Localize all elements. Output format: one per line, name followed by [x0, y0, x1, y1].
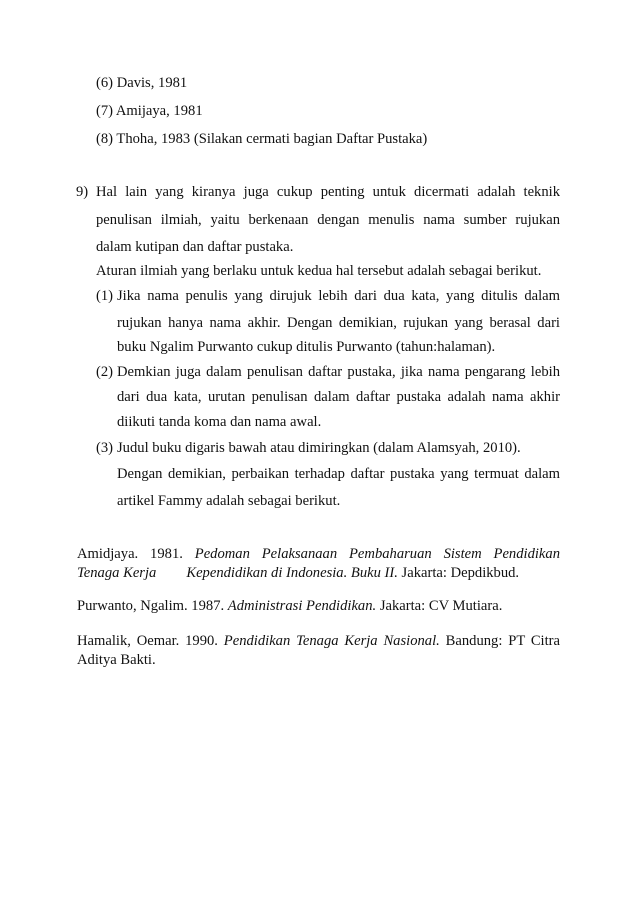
reference-author-year: Hamalik, Oemar. 1990.: [77, 633, 224, 649]
rule-line: rujukan hanya nama akhir. Dengan demikian, rujukan yang berasal dari: [117, 315, 560, 331]
reference-entry-continuation: Aditya Bakti.: [77, 652, 156, 668]
rule-line: Jika nama penulis yang dirujuk lebih dari dua kata, yang ditulis dalam: [117, 288, 560, 304]
paragraph-line: Aturan ilmiah yang berlaku untuk kedua hal tersebut adalah sebagai berikut.: [96, 263, 542, 279]
list-item: [96, 102, 203, 120]
item-number: 9): [76, 184, 89, 200]
reference-author-year: Amidjaya. 1981.: [77, 546, 183, 562]
reference-title: Pedoman Pelaksanaan Pembaharuan Sistem Pendidikan: [194, 546, 560, 562]
reference-entry: [77, 632, 560, 650]
reference-title: Kependidikan di Indonesia. Buku II.: [186, 565, 398, 581]
rule-line: Judul buku digaris bawah atau dimiringkan (dalam Alamsyah, 2010).: [117, 440, 521, 456]
rule-number: (1): [96, 288, 114, 304]
list-item-text: Amijaya, 1981: [115, 103, 203, 119]
reference-entry: [77, 545, 560, 563]
rule-line: Demkian juga dalam penulisan daftar pustaka, jika nama pengarang lebih: [117, 364, 560, 380]
list-item-text: Thoha, 1983 (Silakan cermati bagian Daftar Pustaka): [116, 131, 428, 147]
reference-entry: [77, 597, 560, 615]
reference-publisher: Jakarta: CV Mutiara.: [376, 598, 503, 614]
reference-title: Pendidikan Tenaga Kerja Nasional.: [223, 633, 440, 649]
reference-publisher: Jakarta: Depdikbud.: [397, 565, 520, 581]
rule-line: artikel Fammy adalah sebagai berikut.: [117, 493, 341, 509]
list-item-number: (8): [96, 131, 114, 147]
rule-line: buku Ngalim Purwanto cukup ditulis Purwanto (tahun:halaman).: [117, 339, 496, 355]
reference-title: Tenaga Kerja: [77, 565, 157, 581]
rule-line: Dengan demikian, perbaikan terhadap daftar pustaka yang termuat dalam: [117, 466, 560, 482]
rule-number: (3): [96, 440, 114, 456]
reference-entry-continuation: [77, 564, 560, 582]
rule-number: (2): [96, 364, 114, 380]
reference-title: Administrasi Pendidikan.: [227, 598, 377, 614]
paragraph-line: dalam kutipan dan daftar pustaka.: [96, 239, 294, 255]
rule-line: diikuti tanda koma dan nama awal.: [117, 414, 322, 430]
reference-author-year: Purwanto, Ngalim. 1987.: [77, 598, 228, 614]
list-item: [96, 130, 427, 148]
paragraph-line: Hal lain yang kiranya juga cukup penting untuk dicermati adalah teknik: [96, 184, 560, 200]
reference-publisher: Bandung: PT Citra: [439, 633, 560, 649]
list-item-number: (6): [96, 75, 114, 91]
rule-line: dari dua kata, urutan penulisan dalam daftar pustaka adalah nama akhir: [117, 389, 560, 405]
list-item-number: (7): [96, 103, 114, 119]
paragraph-line: penulisan ilmiah, yaitu berkenaan dengan menulis nama sumber rujukan: [96, 212, 560, 228]
list-item-text: Davis, 1981: [116, 75, 188, 91]
list-item: [96, 74, 187, 92]
